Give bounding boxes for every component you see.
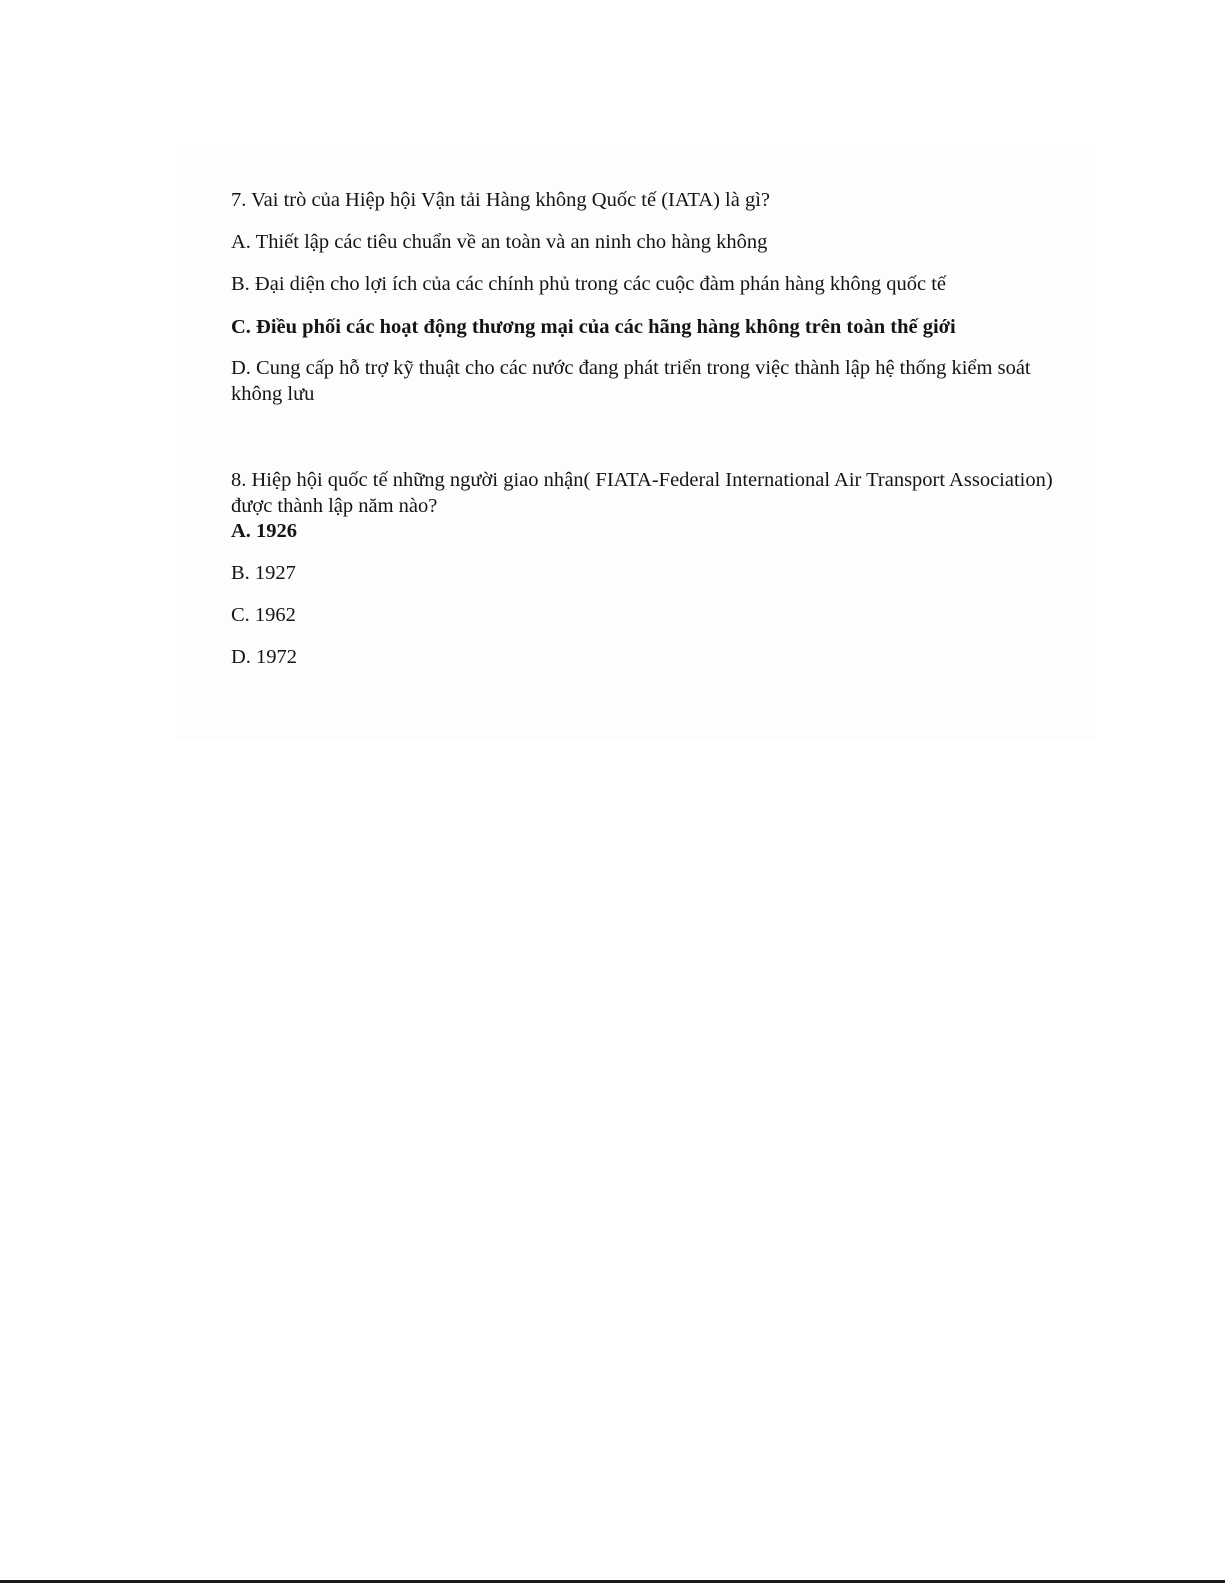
question-7-text: 7. Vai trò của Hiệp hội Vận tải Hàng không Quốc tế (IATA) là gì? bbox=[231, 189, 771, 211]
question-8-option-c: C. 1962 bbox=[231, 604, 296, 626]
question-8-text: 8. Hiệp hội quốc tế những người giao nhận( FIATA-Federal International Air Transport Association) được thành lập năm nào? bbox=[231, 469, 1053, 517]
question-8-option-d: D. 1972 bbox=[231, 646, 298, 668]
question-8-option-a-correct: A. 1926 bbox=[231, 520, 298, 542]
page-bottom-border bbox=[0, 1580, 1225, 1583]
question-7-option-d: D. Cung cấp hỗ trợ kỹ thuật cho các nước đang phát triển trong việc thành lập hệ thống kiểm soát không lưu bbox=[231, 357, 1031, 405]
question-7-option-b: B. Đại diện cho lợi ích của các chính phủ trong các cuộc đàm phán hàng không quốc tế bbox=[231, 273, 947, 295]
question-7-option-c-correct: C. Điều phối các hoạt động thương mại của các hãng hàng không trên toàn thế giới bbox=[231, 316, 956, 338]
question-8-option-b: B. 1927 bbox=[231, 562, 296, 584]
question-7-option-a: A. Thiết lập các tiêu chuẩn về an toàn và an ninh cho hàng không bbox=[231, 231, 768, 253]
